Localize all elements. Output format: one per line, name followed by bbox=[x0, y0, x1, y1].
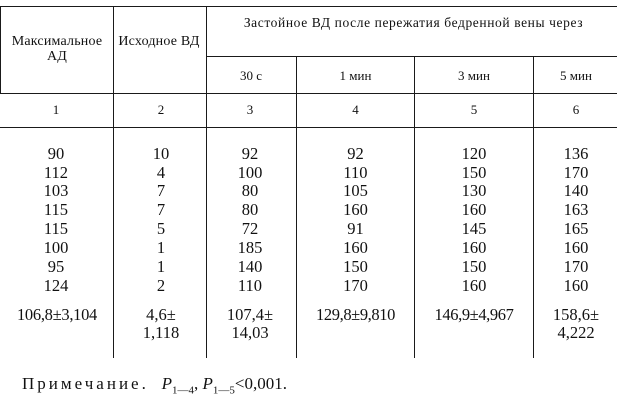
column-number: 1 bbox=[52, 102, 60, 117]
p-value-symbol: P bbox=[161, 374, 172, 393]
cell-vd-30s: 72 bbox=[241, 219, 259, 238]
cell-vd-5min: 163 bbox=[563, 200, 589, 219]
cell-max-ad: 90 bbox=[47, 144, 65, 163]
subheader-5min: 5 мин bbox=[560, 68, 592, 83]
cell-vd-5min: 136 bbox=[563, 144, 589, 163]
header-max-ad: Максимальное АД bbox=[11, 34, 103, 64]
column-number: 6 bbox=[572, 102, 580, 117]
table-top-rule bbox=[0, 6, 617, 7]
cell-vd-30s: 110 bbox=[237, 276, 263, 295]
subheader-1min: 1 мин bbox=[339, 68, 372, 83]
cell-vd-3min: 120 bbox=[461, 144, 487, 163]
cell-vd-30s: 80 bbox=[241, 200, 259, 219]
cell-vd-5min: 170 bbox=[563, 257, 589, 276]
p-value-subscript: 1—4 bbox=[171, 384, 194, 397]
column-number: 3 bbox=[246, 102, 254, 117]
cell-max-ad: 115 bbox=[43, 219, 69, 238]
summary-vd-5min-mean: 158,6± bbox=[552, 305, 600, 324]
cell-vd-3min: 160 bbox=[461, 200, 487, 219]
cell-initial-vd: 2 bbox=[156, 276, 166, 295]
cell-vd-5min: 160 bbox=[563, 276, 589, 295]
cell-vd-3min: 130 bbox=[461, 181, 487, 200]
cell-initial-vd: 1 bbox=[156, 257, 166, 276]
cell-max-ad: 95 bbox=[47, 257, 65, 276]
cell-vd-1min: 91 bbox=[347, 219, 364, 238]
table-left-edge bbox=[0, 6, 1, 93]
cell-vd-3min: 150 bbox=[461, 163, 487, 182]
cell-max-ad: 100 bbox=[43, 238, 69, 257]
subheader-3min: 3 мин bbox=[458, 68, 490, 83]
summary-vd-30s-mean: 107,4± bbox=[226, 305, 274, 324]
cell-initial-vd: 10 bbox=[152, 144, 170, 163]
footnote: Примечание. $P_{1—4}$, $P_{1—5}<0,001$. bbox=[22, 374, 287, 397]
cell-max-ad: 112 bbox=[43, 163, 69, 182]
cell-max-ad: 124 bbox=[43, 276, 69, 295]
column-number: 4 bbox=[352, 102, 359, 117]
cell-initial-vd: 7 bbox=[156, 181, 166, 200]
cell-initial-vd: 4 bbox=[156, 163, 166, 182]
cell-vd-5min: 170 bbox=[563, 163, 589, 182]
cell-vd-30s: 80 bbox=[241, 181, 259, 200]
cell-vd-5min: 160 bbox=[563, 238, 589, 257]
cell-initial-vd: 7 bbox=[156, 200, 166, 219]
cell-vd-3min: 145 bbox=[461, 219, 487, 238]
cell-vd-30s: 140 bbox=[237, 257, 263, 276]
cell-vd-1min: 105 bbox=[343, 181, 368, 200]
cell-vd-1min: 160 bbox=[343, 238, 368, 257]
cell-vd-1min: 110 bbox=[343, 163, 368, 182]
cell-initial-vd: 5 bbox=[156, 219, 166, 238]
summary-max-ad: 106,8±3,104 bbox=[16, 305, 97, 324]
subheader-30s: 30 с bbox=[239, 68, 263, 83]
column-number: 2 bbox=[157, 102, 165, 117]
column-number: 5 bbox=[470, 102, 478, 117]
cell-vd-1min: 150 bbox=[343, 257, 368, 276]
summary-vd-3min: 146,9±4,967 bbox=[434, 305, 514, 324]
header-initial-vd: Исходное ВД bbox=[118, 34, 200, 49]
cell-vd-3min: 160 bbox=[461, 276, 487, 295]
summary-vd-5min-error: 4,222 bbox=[557, 323, 595, 342]
cell-vd-5min: 165 bbox=[563, 219, 589, 238]
p-value-threshold: <0,001. bbox=[234, 374, 287, 393]
cell-vd-1min: 160 bbox=[343, 200, 368, 219]
footnote-label: Примечание. bbox=[22, 374, 149, 393]
p-value-symbol: P bbox=[202, 374, 213, 393]
cell-max-ad: 103 bbox=[43, 181, 69, 200]
cell-vd-3min: 160 bbox=[461, 238, 487, 257]
p-value-subscript: 1—5 bbox=[212, 384, 235, 397]
cell-vd-5min: 140 bbox=[563, 181, 589, 200]
cell-vd-30s: 92 bbox=[241, 144, 259, 163]
cell-vd-30s: 100 bbox=[237, 163, 263, 182]
summary-vd-1min: 129,8±9,810 bbox=[316, 305, 395, 324]
cell-initial-vd: 1 bbox=[156, 238, 166, 257]
group-header-rule bbox=[206, 56, 617, 57]
header-congestive-vd: Застойное ВД после пережатия бедренной вены через bbox=[243, 15, 584, 30]
cell-vd-3min: 150 bbox=[461, 257, 487, 276]
cell-vd-1min: 170 bbox=[343, 276, 368, 295]
summary-initial-vd-mean: 4,6± bbox=[146, 305, 176, 324]
cell-vd-30s: 185 bbox=[237, 238, 263, 257]
summary-vd-30s-error: 14,03 bbox=[231, 323, 269, 342]
column-number-rule bbox=[0, 127, 617, 128]
cell-max-ad: 115 bbox=[43, 200, 69, 219]
cell-vd-1min: 92 bbox=[347, 144, 364, 163]
summary-initial-vd-error: 1,118 bbox=[142, 323, 180, 342]
header-bottom-rule bbox=[0, 93, 617, 94]
